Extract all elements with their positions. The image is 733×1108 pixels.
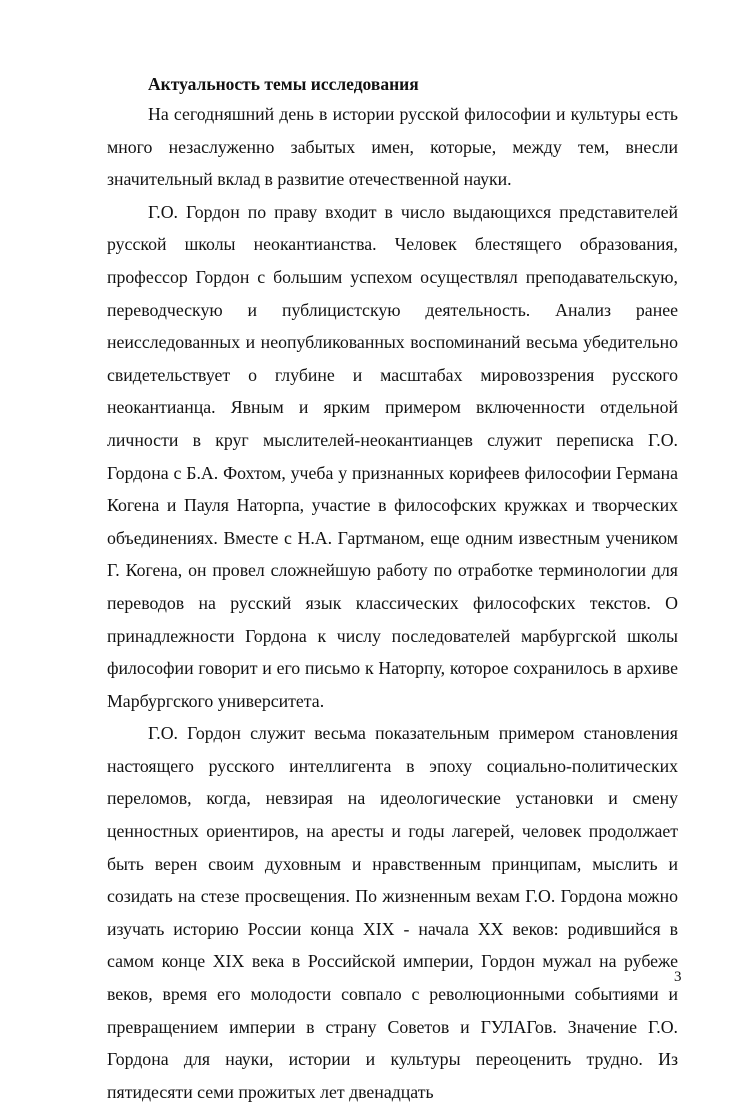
body-text — [107, 98, 678, 1108]
page-number: 3 — [674, 969, 682, 985]
paragraph-gordon-intelligentsia: Г.О. Гордон служит весьма показательным примером становления настоящего русского интеллигента в эпоху социально-политических переломов, когда, невзирая на идеологические установки и смену ценностных ориентиров, на аресты и годы лагерей, человек продолжает быть верен своим духовным и нравственным принципам, мыслить и созидать на стезе просвещения. По жизненным вехам Г.О. Гордона можно изучать историю России конца XIX - начала XX веков: родившийся в самом конце XIX века в Российской империи, Гордон мужал на рубеже веков, время его молодости совпало с революционными событиями и превращением империи в страну Советов и ГУЛАГов. Значение Г.О. Гордона для науки, истории и культуры переоценить трудно. Из пятидесяти семи прожитых лет двенадцать — [107, 723, 678, 1102]
paragraph-intro: На сегодняшний день в истории русской философии и культуры есть много незаслуженно забытых имен, которые, между тем, внесли значительный вклад в развитие отечественной науки. — [107, 104, 678, 190]
section-heading: Актуальность темы исследования — [148, 74, 419, 94]
paragraph-gordon-neokantianism: Г.О. Гордон по праву входит в число выдающихся представителей русской школы неокантианства. Человек блестящего образования, профессор Гордон с большим успехом осуществлял преподавательскую, переводческую и публицистскую деятельность. Анализ ранее неисследованных и неопубликованных воспоминаний весьма убедительно свидетельствует о глубине и масштабах мировоззрения русского неокантианца. Явным и ярким примером включенности отдельной личности в круг мыслителей-неокантианцев служит переписка Г.О. Гордона с Б.А. Фохтом, учеба у признанных корифеев философии Германа Когена и Пауля Наторпа, участие в философских кружках и творческих объединениях. Вместе с Н.А. Гартманом, еще одним известным учеником Г. Когена, он провел сложнейшую работу по отработке терминологии для переводов на русский язык классических философских текстов. О принадлежности Гордона к числу последователей марбургской школы философии говорит и его письмо к Наторпу, которое сохранилось в архиве Марбургского университета. — [107, 201, 678, 711]
